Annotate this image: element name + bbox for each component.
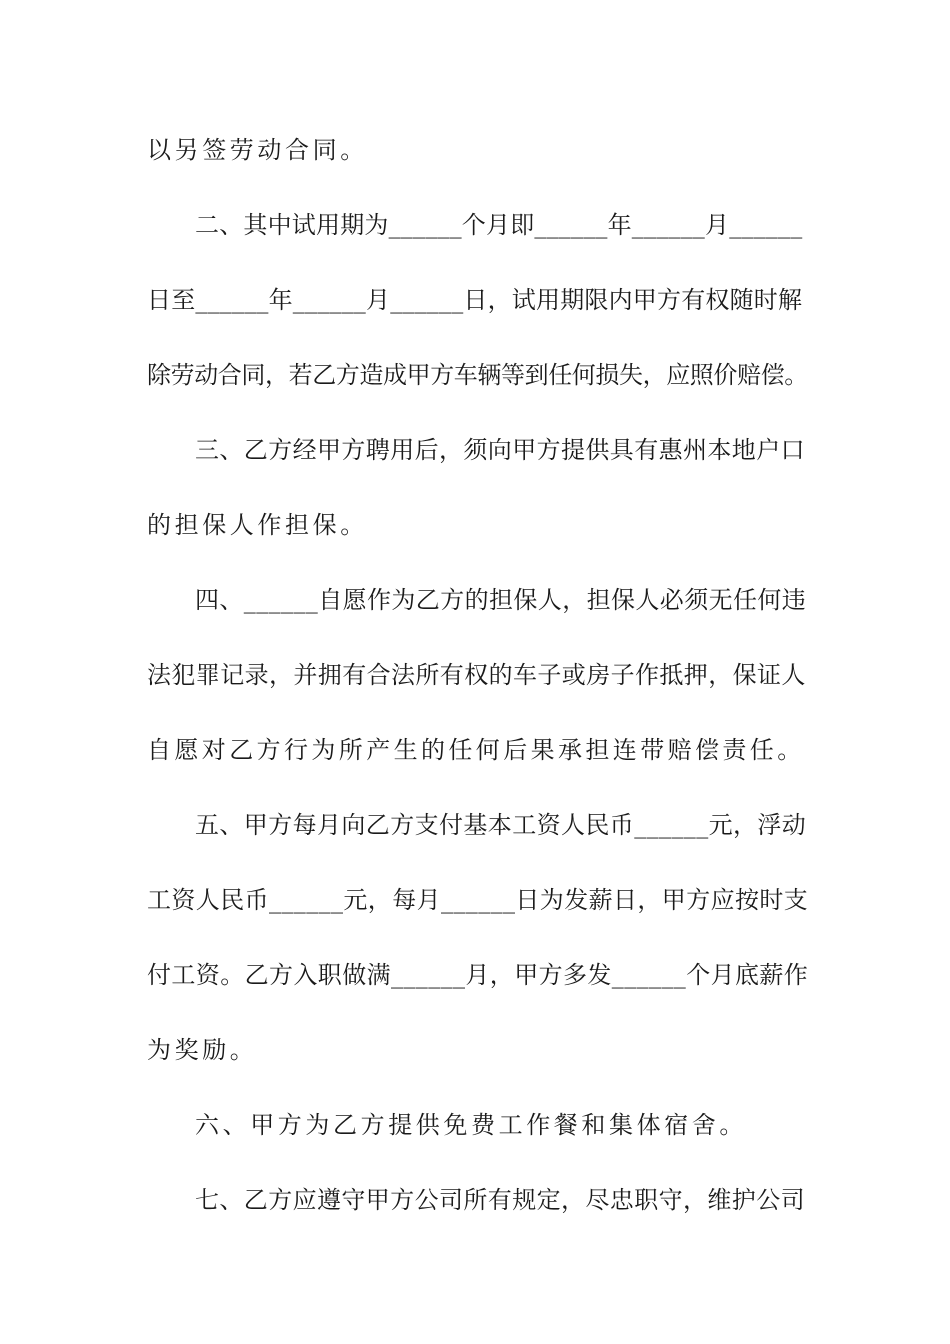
text-line: 以另签劳动合同。: [147, 136, 368, 164]
text-line: 二、其中试用期为______个月即______年______月______: [195, 211, 803, 239]
text-line: 六、甲方为乙方提供免费工作餐和集体宿舍。: [195, 1111, 747, 1139]
text-line: 自愿对乙方行为所产生的任何后果承担连带赔偿责任。: [147, 736, 805, 764]
text-line: 除劳动合同，若乙方造成甲方车辆等到任何损失，应照价赔偿。: [147, 361, 808, 389]
text-line: 付工资。乙方入职做满______月，甲方多发______个月底薪作: [147, 961, 809, 989]
text-line: 七、乙方应遵守甲方公司所有规定，尽忠职守，维护公司: [195, 1186, 805, 1214]
text-line: 三、乙方经甲方聘用后，须向甲方提供具有惠州本地户口: [195, 436, 805, 464]
text-line: 法犯罪记录，并拥有合法所有权的车子或房子作抵押，保证人: [147, 661, 806, 689]
text-line: 的担保人作担保。: [147, 511, 368, 539]
text-line: 日至______年______月______日，试用期限内甲方有权随时解: [147, 286, 803, 314]
text-line: 四、______自愿作为乙方的担保人，担保人必须无任何违: [195, 586, 807, 614]
text-line: 工资人民币______元，每月______日为发薪日，甲方应按时支: [147, 886, 809, 914]
text-line: 五、甲方每月向乙方支付基本工资人民币______元，浮动: [195, 811, 807, 839]
text-line: 为奖励。: [147, 1036, 258, 1064]
